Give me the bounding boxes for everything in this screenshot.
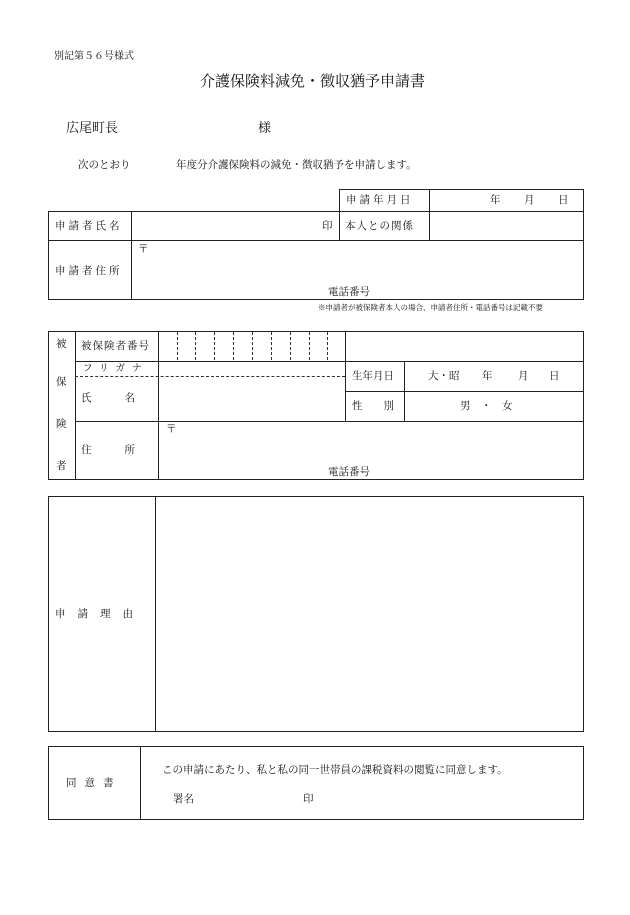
insured-side-label-3: 険	[56, 418, 67, 430]
applicant-name-label: 申請者氏名	[55, 220, 123, 232]
application-date-year: 年	[490, 194, 501, 206]
consent-label: 同意書	[66, 777, 122, 789]
signature-field[interactable]	[200, 789, 300, 807]
consent-table	[48, 746, 584, 820]
applicant-name-field[interactable]	[134, 213, 324, 238]
birth-year: 年	[482, 370, 493, 382]
birth-month: 月	[518, 370, 529, 382]
sex-options[interactable]: 男 ・ 女	[460, 400, 513, 412]
insured-number-label: 被保険者番号	[81, 340, 150, 352]
applicant-address-label: 申請者住所	[55, 265, 123, 277]
applicant-phone-label: 電話番号	[328, 286, 370, 298]
insured-address-label: 住 所	[81, 444, 139, 456]
signature-label: 署名	[173, 793, 194, 805]
sex-label: 性 別	[352, 400, 394, 412]
addressee-name: 広尾町長	[66, 121, 119, 136]
insured-name-label: 氏 名	[81, 392, 139, 404]
application-date-label: 申請年月日	[346, 194, 414, 206]
reason-label: 申請理由	[55, 608, 145, 620]
application-date-month: 月	[524, 194, 535, 206]
insured-side-label-4: 者	[56, 460, 67, 472]
relation-label: 本人との関係	[345, 220, 414, 232]
consent-seal: 印	[303, 793, 314, 805]
insured-name-field[interactable]	[160, 378, 342, 419]
furigana-label: フリガナ	[83, 363, 149, 374]
applicant-seal: 印	[322, 220, 333, 232]
relation-field[interactable]	[432, 213, 582, 238]
furigana-field[interactable]	[160, 363, 342, 375]
applicant-note: ※申請者が被保険者本人の場合、申請者住所・電話番号は記載不要	[318, 303, 543, 312]
birth-day: 日	[549, 370, 560, 382]
insured-side-label-2: 保	[56, 376, 67, 388]
birth-date-label: 生年月日	[352, 370, 394, 382]
consent-text: この申請にあたり、私と私の同一世帯員の課税資料の閲覧に同意します。	[162, 764, 508, 776]
applicant-address-field[interactable]	[134, 242, 580, 282]
insured-number-field[interactable]	[160, 333, 342, 359]
reason-field[interactable]	[158, 499, 580, 729]
addressee-honorific: 様	[258, 121, 272, 136]
insured-address-field[interactable]	[161, 423, 581, 463]
applicant-postal-mark: 〒	[138, 243, 149, 255]
application-date-day: 日	[558, 194, 569, 206]
insured-side-label-1: 被	[56, 338, 67, 350]
birth-era-options: 大・昭	[428, 370, 460, 382]
page-title: 介護保険料減免・徴収猶予申請書	[200, 72, 426, 90]
insured-phone-label: 電話番号	[328, 466, 370, 478]
intro-body: 年度分介護保険料の減免・徴収猶予を申請します。	[176, 159, 417, 171]
intro-lead: 次のとおり	[78, 159, 131, 171]
form-number: 別記第５６号様式	[54, 51, 134, 62]
insured-postal-mark: 〒	[166, 423, 177, 435]
